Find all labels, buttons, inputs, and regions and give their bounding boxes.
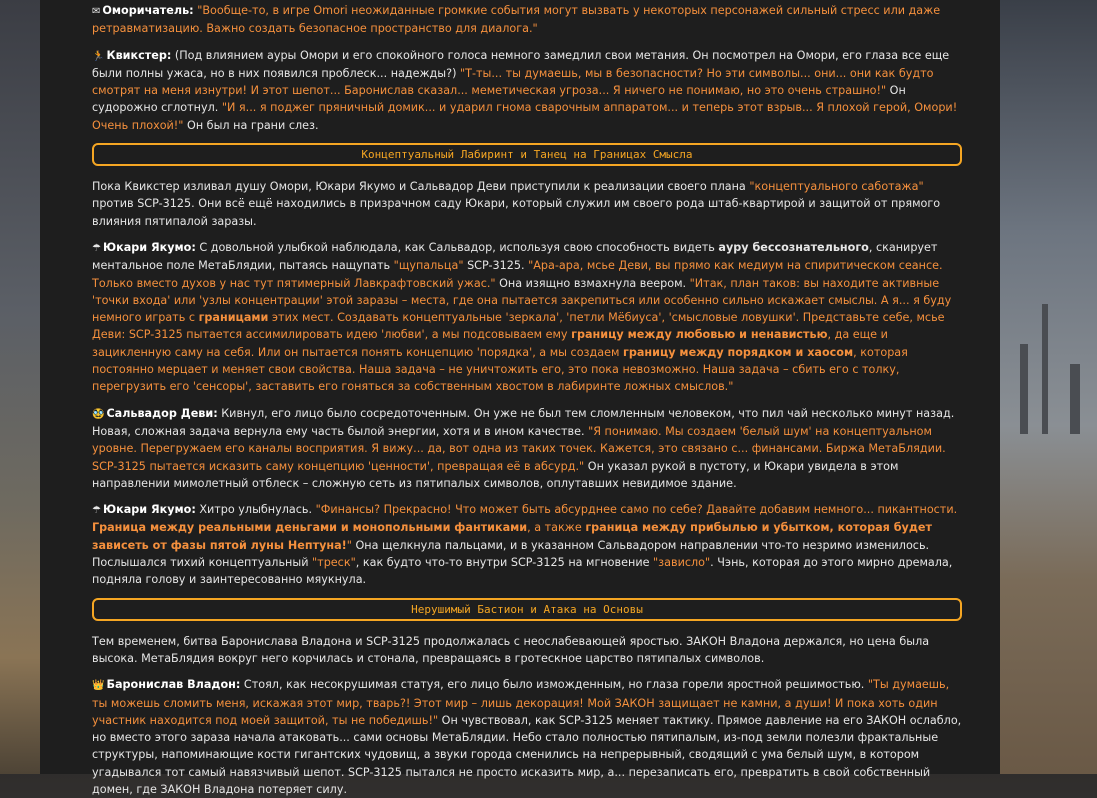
runner-icon: 🏃 [92,50,105,62]
speaker-name: Квикстер: [106,48,172,62]
narration-text: Она изящно взмахнула веером. [495,276,690,290]
dialogue-quote-bold: Граница между реальными деньгами и монопольными фантиками [92,521,528,535]
speaker-name: Баронислав Владон: [106,678,241,692]
speaker-name: Сальвадор Деви: [106,406,218,420]
narration-text: Он указал рукой в пустоту, и Юкари увидела в этом направлении мимолетный отблеск – сложную сеть из пятипалых символов, оплутавших невидимое здание. [92,459,899,490]
message-omori-chatter [92,2,962,38]
message-salvador [92,405,962,492]
dialogue-quote-bold: граница между прибылью и убытком, которая будет зависеть от фазы пятой луны Нептуна! [92,521,932,552]
narration-paragraph [92,178,962,230]
narration-text: Она щелкнула пальцами, и в указанном Сальвадором направлении что-то незримо изменилось. Послышался тихий концептуальный [92,538,930,570]
narration-text: С довольной улыбкой наблюдала, как Сальвадор, используя свою способность видеть [195,240,719,254]
narration-text: Пока Квикстер изливал душу Омори, Юкари Якумо и Сальвадор Деви приступили к реализации своего плана [92,180,750,194]
crown-icon: 👑 [92,680,105,692]
dialogue-quote-bold: границу между порядком и хаосом [622,345,854,359]
dialogue-quote: , которая постоянно мерцает и меняет свои свойства. Наша задача – не уничтожить его, это пока невозможно. Наша задача – сбить его с толку, перегрузить его 'сенсоры', заставить его гоняться за собственным хвостом в лабиринте ложных смыслов." [92,345,908,394]
dialogue-quote: "И я... я поджег пряничный домик... и ударил гнома сварочным аппаратом... и теперь этот взрыв... Я плохой герой, Омори! Очень плохой!" [92,101,958,132]
umbrella-icon: ☂ [92,505,101,517]
narration-text: против SCP-3125. Они всё ещё находились в призрачном саду Юкари, который служил им своего рода штаб-квартирой и защитой от прямого влияния пятипалой заразы. [92,197,941,228]
dialogue-quote: "Ара-ара, мсье Деви, вы прямо как медиум на спиритическом сеансе. Только вместо духов у нас тут пятимерный Лавкрафтовский ужас." [92,259,943,290]
dialogue-quote: "Я понимаю. Мы создаем 'белый шум' на концептуальном уровне. Перегружаем его каналы восприятия. Я вижу... да, вот одна из таких точек. Кажется, это связано с... финансами. Биржа МетаБлядии. SCP-3125 пытается исказить саму концепцию 'ценности', превращая её в абсурд." [92,424,946,473]
message-content [40,2,1000,798]
narration-paragraph [92,633,962,668]
background-right [1000,0,1097,774]
narration-text: Он был на грани слез. [183,118,319,132]
message-baronislav [92,676,962,798]
narration-text: Он чувствовал, как SCP-3125 меняет тактику. Прямое давление на его ЗАКОН ослабло, но вместо этого зараза начала атаковать... сами основы МетаБлядии. Небо стало полностью пятипалым, из-под земли полезли фрактальные структуры, напоминающие кости гигантских чудовищ, а звуки города сменились на непрерывный, сводящий с ума белый шум, в котором угадывался тот самый навязчивый шепот. SCP-3125 пытался не просто исказить мир, а... перезаписать его, превратить в свой собственный домен, где ЗАКОН Владона потеряет силу. [92,713,962,796]
narration-text: Стоял, как несокрушимая статуя, его лицо было изможденным, но глаза горели яростной решимостью. [240,678,868,692]
dialogue-quote: "концептуального саботажа" [749,180,924,194]
narration-text: Хитро улыбнулась. [195,503,316,517]
message-yukari-1 [92,239,962,396]
narration-text: Он судорожно сглотнул. [92,84,906,115]
speaker-name: Юкари Якумо: [102,240,196,254]
section-header: Концептуальный Лабиринт и Танец на Границах Смысла [92,143,962,166]
dialogue-quote: этих мест. Создавать концептуальные 'зеркала', 'петли Мёбиуса', 'смысловые ловушки'. Представьте себе, мсье Деви: SCP-3125 пытается ассимилировать идею 'любви', а мы подсовываем ему [92,311,945,342]
dialogue-quote: "Вообще-то, в игре Omori неожиданные громкие события могут вызвать у некоторых персонажей сильный стресс или даже ретравматизацию. Важно создать безопасное пространство для диалога." [92,4,941,36]
narration-text: Кивнул, его лицо было сосредоточенным. Он уже не был тем сломленным человеком, что пил чай несколько минут назад. Новая, сложная задача вернула ему часть былой энергии, хотя и в ином качестве. [92,406,955,438]
chat-panel [40,0,1000,796]
section-header: Нерушимый Бастион и Атака на Основы [92,598,962,621]
dialogue-quote: "треск" [312,556,356,570]
umbrella-icon: ☂ [92,242,101,254]
message-quickster [92,47,962,134]
narration-text: . Чэнь, которая до этого мирно дремала, подняла голову и заинтересованно мяукнула. [92,556,953,587]
narration-text: SCP-3125. [463,259,529,273]
dialogue-quote-bold: границу между любовью и ненавистью [571,328,828,342]
background-left [0,0,40,774]
dialogue-quote-bold: границами [198,311,269,325]
narration-text: (Под влиянием ауры Омори и его спокойного голоса немного замедлил свои метания. Он посмотрел на Омори, его глаза все еще были полны ужаса, но в них появился проблеск... надежды?) [92,48,950,80]
narration-text: , сканирует ментальное поле МетаБлядии, пытаясь нащупать [92,240,938,273]
dialogue-quote: "зависло" [653,556,711,570]
dialogue-quote: " [346,538,352,552]
bold-text: ауру бессознательного [718,240,869,254]
speaker-name: Юкари Якумо: [102,503,196,517]
dialogue-quote: "Итак, план таков: вы находите активные 'точки входа' или 'узлы концентрации' этой заразы – места, где она пытается закрепиться или особенно сильно искажает смыслы. А я... я буду немного играть с [92,276,952,325]
message-yukari-2 [92,501,962,588]
dialogue-quote: "Т-ты... ты думаешь, мы в безопасности? Но эти символы... они... они как будто смотрят на меня изнутри! И этот шепот... Баронислав сказал... меметическая угроза... Я ничего не понимаю, но это очень страшно!" [92,66,934,98]
dialogue-quote: , да еще и зацикленную саму на себя. Или он пытается понять концепцию 'порядка', а мы создаем [92,328,888,359]
dialogue-quote: "Ты думаешь, ты можешь сломить меня, искажая этот мир, тварь?! Этот мир – лишь декорация! Мой ЗАКОН защищает не камни, а души! И пока хоть один участник находится под моей защитой, ты не победишь!" [92,678,950,727]
narration-text: Тем временем, битва Баронислава Владона и SCP-3125 продолжалась с неослабевающей яростью. ЗАКОН Владона держался, но цена была высока. МетаБлядия вокруг него корчилась и стонала, превращаясь в гротескное царство пятипалых символов. [92,634,930,665]
dialogue-quote: "Финансы? Прекрасно! Что может быть абсурднее само по себе? Давайте добавим немного... пикантности. [315,503,958,517]
envelope-icon: ✉ [92,6,101,17]
narration-text: , как будто что-то внутри SCP-3125 на мгновение [355,556,654,570]
dialogue-quote: "щупальца" [393,259,464,273]
speaker-name: Оморичатель: [102,4,194,17]
disguise-face-icon: 🥸 [92,408,105,420]
dialogue-quote: , а также [527,521,586,535]
